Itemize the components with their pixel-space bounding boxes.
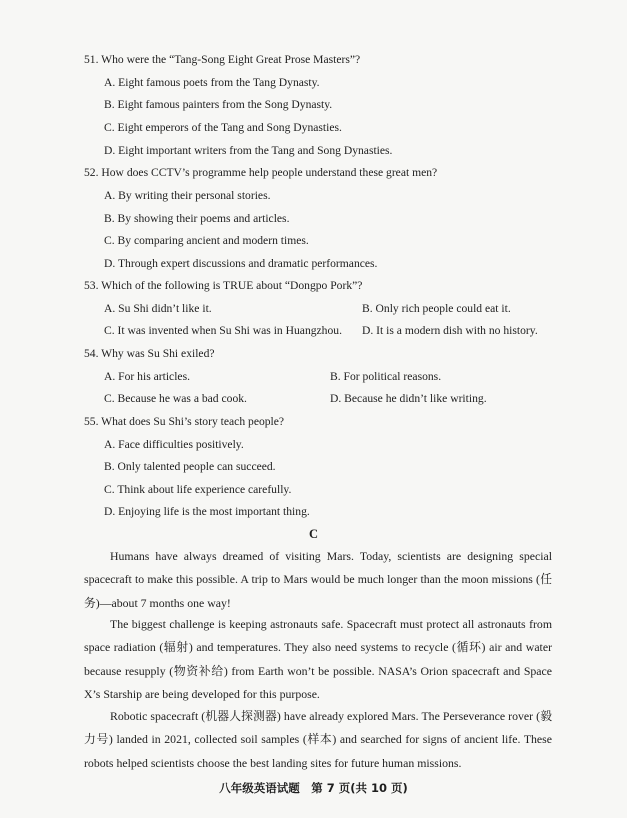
question-55-stem: 55. What does Su Shi’s story teach people?	[84, 415, 285, 428]
question-55-option-b: B. Only talented people can succeed.	[104, 460, 276, 473]
page-footer: 八年级英语试题 第 7 页(共 10 页)	[219, 781, 408, 795]
question-54-stem: 54. Why was Su Shi exiled?	[84, 347, 215, 360]
passage-paragraph-1: Humans have always dreamed of visiting Mars. Today, scientists are designing special spacecraft to make this possible. A trip to Mars would be much longer than the moon missions (任务)—about 7 months one way!	[84, 549, 553, 610]
question-55-option-d: D. Enjoying life is the most important thing.	[104, 505, 310, 518]
question-52-option-d: D. Through expert discussions and dramatic performances.	[104, 257, 378, 270]
passage-paragraph-3: Robotic spacecraft (机器人探测器) have already explored Mars. The Perseverance rover (毅力号) landed in 2021, collected soil samples (样本) and searched for signs of ancient life. These robots helped scientists choose the best landing sites for future human missions.	[84, 709, 552, 770]
section-heading: C	[308, 527, 319, 541]
question-51-option-c: C. Eight emperors of the Tang and Song Dynasties.	[104, 121, 342, 134]
question-51-option-d: D. Eight important writers from the Tang and Song Dynasties.	[104, 144, 393, 157]
question-53-option-d: D. It is a modern dish with no history.	[362, 324, 538, 337]
question-54-option-d: D. Because he didn’t like writing.	[330, 392, 487, 405]
passage-paragraph-2: The biggest challenge is keeping astronauts safe. Spacecraft must protect all astronauts from space radiation (辐射) and temperatures. They also need systems to recycle (循环) air and water because resupply (物资补给) from Earth won’t be possible. NASA’s Orion spacecraft and Space X’s Starship are being developed for this purpose.	[84, 617, 552, 702]
question-53-stem: 53. Which of the following is TRUE about “Dongpo Pork”?	[84, 279, 363, 292]
question-51-stem: 51. Who were the “Tang-Song Eight Great Prose Masters”?	[84, 53, 361, 66]
question-53-option-a: A. Su Shi didn’t like it.	[104, 302, 212, 315]
question-52-option-a: A. By writing their personal stories.	[104, 189, 271, 202]
question-54-option-b: B. For political reasons.	[330, 370, 442, 383]
question-52-stem: 52. How does CCTV’s programme help people understand these great men?	[84, 166, 438, 179]
question-54-option-a: A. For his articles.	[104, 370, 190, 383]
question-51-option-a: A. Eight famous poets from the Tang Dynasty.	[104, 76, 320, 89]
question-53-option-b: B. Only rich people could eat it.	[362, 302, 511, 315]
question-53-option-c: C. It was invented when Su Shi was in Huangzhou.	[104, 324, 342, 337]
question-52-option-c: C. By comparing ancient and modern times.	[104, 234, 309, 247]
question-55-option-a: A. Face difficulties positively.	[104, 438, 244, 451]
question-54-option-c: C. Because he was a bad cook.	[104, 392, 247, 405]
question-51-option-b: B. Eight famous painters from the Song Dynasty.	[104, 98, 333, 111]
question-55-option-c: C. Think about life experience carefully.	[104, 483, 292, 496]
question-52-option-b: B. By showing their poems and articles.	[104, 212, 290, 225]
